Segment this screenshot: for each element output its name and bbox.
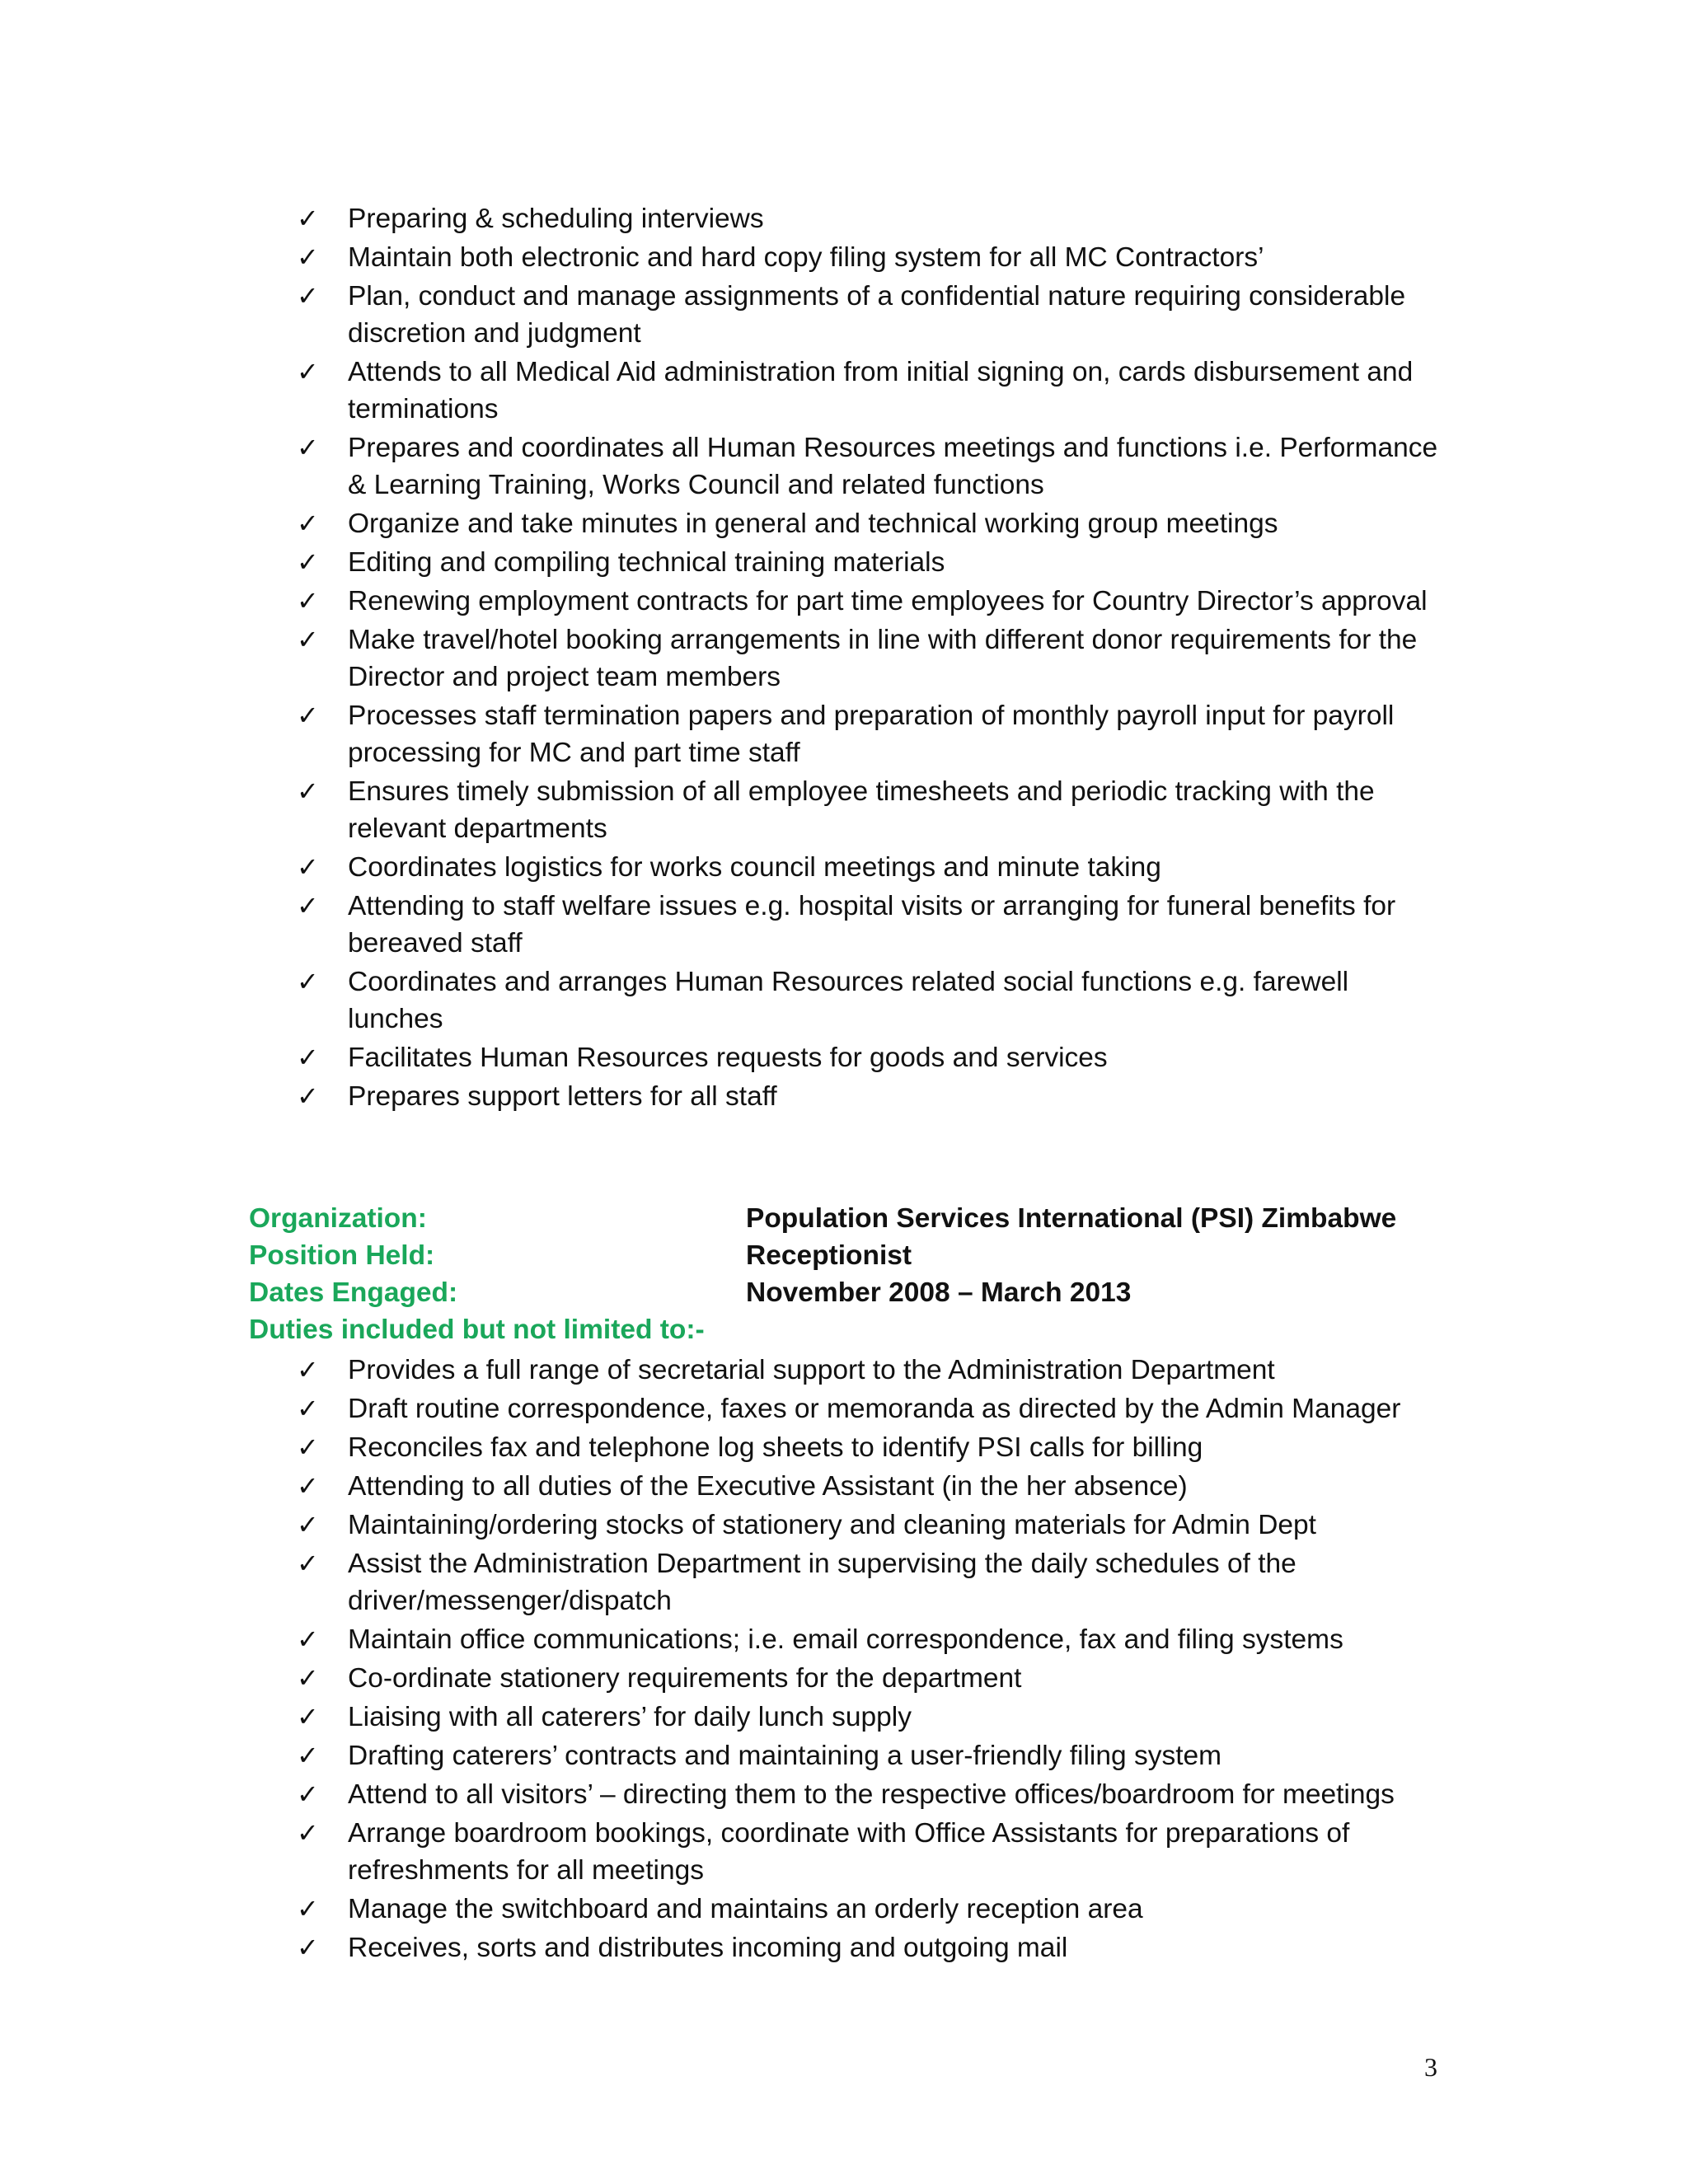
list-item: [297, 1545, 1451, 1619]
list-item: [297, 1390, 1451, 1427]
position-value: Receptionist: [746, 1240, 912, 1271]
list-item: [297, 888, 1451, 962]
checkmark-icon: ✓: [297, 1354, 319, 1385]
checkmark-icon: ✓: [297, 1932, 319, 1963]
list-item-text: Provides a full range of secretarial support to the Administration Department: [348, 1355, 1275, 1385]
checkmark-icon: ✓: [297, 700, 319, 731]
dates-row: [249, 1274, 1485, 1311]
checkmark-icon: ✓: [297, 890, 319, 921]
list-item: [297, 1039, 1451, 1076]
list-item-text: Prepares support letters for all staff: [348, 1081, 777, 1112]
checkmark-icon: ✓: [297, 1393, 319, 1424]
checkmark-icon: ✓: [297, 508, 319, 539]
list-item-text: Receives, sorts and distributes incoming and outgoing mail: [348, 1933, 1068, 1963]
list-item-text: Arrange boardroom bookings, coordinate with Office Assistants for preparations of refreshments for all meetings: [348, 1818, 1350, 1886]
page-number: 3: [1424, 2052, 1437, 2082]
checkmark-icon: ✓: [297, 1662, 319, 1694]
list-item: [297, 354, 1451, 428]
checkmark-icon: ✓: [297, 280, 319, 312]
list-item-text: Processes staff termination papers and preparation of monthly payroll input for payroll processing for MC and part time staff: [348, 701, 1395, 768]
list-item-text: Editing and compiling technical training materials: [348, 547, 945, 578]
list-item-text: Coordinates logistics for works council meetings and minute taking: [348, 852, 1161, 883]
checkmark-icon: ✓: [297, 1779, 319, 1810]
list-item: [297, 1352, 1451, 1389]
checkmark-icon: ✓: [297, 1080, 319, 1112]
checkmark-icon: ✓: [297, 1701, 319, 1732]
list-item: [297, 544, 1451, 581]
list-item-text: Renewing employment contracts for part time employees for Country Director’s approval: [348, 586, 1428, 616]
checkmark-icon: ✓: [297, 1509, 319, 1540]
list-item: [297, 583, 1451, 620]
list-item-text: Co-ordinate stationery requirements for the department: [348, 1663, 1022, 1694]
list-item: [297, 1929, 1451, 1966]
list-item-text: Make travel/hotel booking arrangements in line with different donor requirements for the Director and project team members: [348, 625, 1418, 692]
checkmark-icon: ✓: [297, 624, 319, 655]
duties-heading: Duties included but not limited to:-: [249, 1315, 705, 1345]
checkmark-icon: ✓: [297, 1470, 319, 1502]
list-item: [297, 773, 1451, 847]
list-item: [297, 849, 1451, 886]
list-item: [297, 239, 1451, 276]
organization-value: Population Services International (PSI) Zimbabwe: [746, 1203, 1397, 1234]
checkmark-icon: ✓: [297, 851, 319, 883]
list-item-text: Draft routine correspondence, faxes or memoranda as directed by the Admin Manager: [348, 1394, 1401, 1424]
checkmark-icon: ✓: [297, 432, 319, 463]
checkmark-icon: ✓: [297, 356, 319, 387]
dates-label: Dates Engaged:: [249, 1277, 458, 1308]
list-item-text: Drafting caterers’ contracts and maintaining a user-friendly filing system: [348, 1741, 1222, 1771]
list-item: [297, 697, 1451, 771]
list-item-text: Attend to all visitors’ – directing them to the respective offices/boardroom for meetings: [348, 1779, 1395, 1810]
checkmark-icon: ✓: [297, 241, 319, 273]
list-item: [297, 1737, 1451, 1774]
list-item-text: Preparing & scheduling interviews: [348, 204, 764, 234]
checkmark-icon: ✓: [297, 776, 319, 807]
checkmark-icon: ✓: [297, 1740, 319, 1771]
list-item: [297, 1891, 1451, 1928]
list-item: [297, 1815, 1451, 1889]
list-item-text: Liaising with all caterers’ for daily lunch supply: [348, 1702, 912, 1732]
checkmark-icon: ✓: [297, 1893, 319, 1924]
duties-list-previous-role: [297, 200, 1451, 1117]
checkmark-icon: ✓: [297, 1548, 319, 1579]
list-item-text: Attending to all duties of the Executive Assistant (in the her absence): [348, 1471, 1188, 1502]
checkmark-icon: ✓: [297, 1817, 319, 1849]
dates-value: November 2008 – March 2013: [746, 1277, 1132, 1308]
list-item-text: Maintain both electronic and hard copy filing system for all MC Contractors’: [348, 242, 1264, 273]
list-item: [297, 1507, 1451, 1544]
list-item-text: Facilitates Human Resources requests for goods and services: [348, 1043, 1108, 1073]
list-item: [297, 1699, 1451, 1736]
list-item: [297, 505, 1451, 542]
list-item-text: Maintain office communications; i.e. email correspondence, fax and filing systems: [348, 1624, 1343, 1655]
list-item: [297, 1429, 1451, 1466]
checkmark-icon: ✓: [297, 1432, 319, 1463]
organization-label: Organization:: [249, 1203, 427, 1234]
checkmark-icon: ✓: [297, 203, 319, 234]
list-item-text: Assist the Administration Department in supervising the daily schedules of the driver/messenger/dispatch: [348, 1549, 1296, 1616]
list-item: [297, 278, 1451, 352]
list-item-text: Manage the switchboard and maintains an orderly reception area: [348, 1894, 1143, 1924]
list-item: [297, 1621, 1451, 1658]
checkmark-icon: ✓: [297, 1624, 319, 1655]
list-item-text: Attending to staff welfare issues e.g. hospital visits or arranging for funeral benefits for bereaved staff: [348, 891, 1396, 958]
position-label: Position Held:: [249, 1240, 435, 1271]
list-item: [297, 1468, 1451, 1505]
list-item-text: Prepares and coordinates all Human Resources meetings and functions i.e. Performance & Learning Training, Works Council and related functions: [348, 433, 1438, 500]
checkmark-icon: ✓: [297, 1042, 319, 1073]
checkmark-icon: ✓: [297, 966, 319, 997]
list-item-text: Maintaining/ordering stocks of stationery and cleaning materials for Admin Dept: [348, 1510, 1316, 1540]
position-row: [249, 1237, 1485, 1274]
list-item-text: Reconciles fax and telephone log sheets to identify PSI calls for billing: [348, 1432, 1203, 1463]
list-item-text: Plan, conduct and manage assignments of a confidential nature requiring considerable discretion and judgment: [348, 281, 1406, 349]
list-item: [297, 963, 1451, 1038]
list-item: [297, 1660, 1451, 1697]
list-item-text: Organize and take minutes in general and technical working group meetings: [348, 509, 1278, 539]
list-item: [297, 621, 1451, 696]
list-item: [297, 429, 1451, 504]
checkmark-icon: ✓: [297, 546, 319, 578]
list-item: [297, 1078, 1451, 1115]
list-item-text: Attends to all Medical Aid administration from initial signing on, cards disbursement and terminations: [348, 357, 1414, 424]
list-item-text: Coordinates and arranges Human Resources related social functions e.g. farewell lunches: [348, 967, 1349, 1034]
checkmark-icon: ✓: [297, 585, 319, 616]
employment-details: [249, 1200, 1485, 1348]
duties-list-receptionist: [297, 1352, 1451, 1968]
list-item: [297, 1776, 1451, 1813]
list-item: [297, 200, 1451, 237]
organization-row: [249, 1200, 1485, 1237]
list-item-text: Ensures timely submission of all employee timesheets and periodic tracking with the relevant departments: [348, 776, 1375, 844]
